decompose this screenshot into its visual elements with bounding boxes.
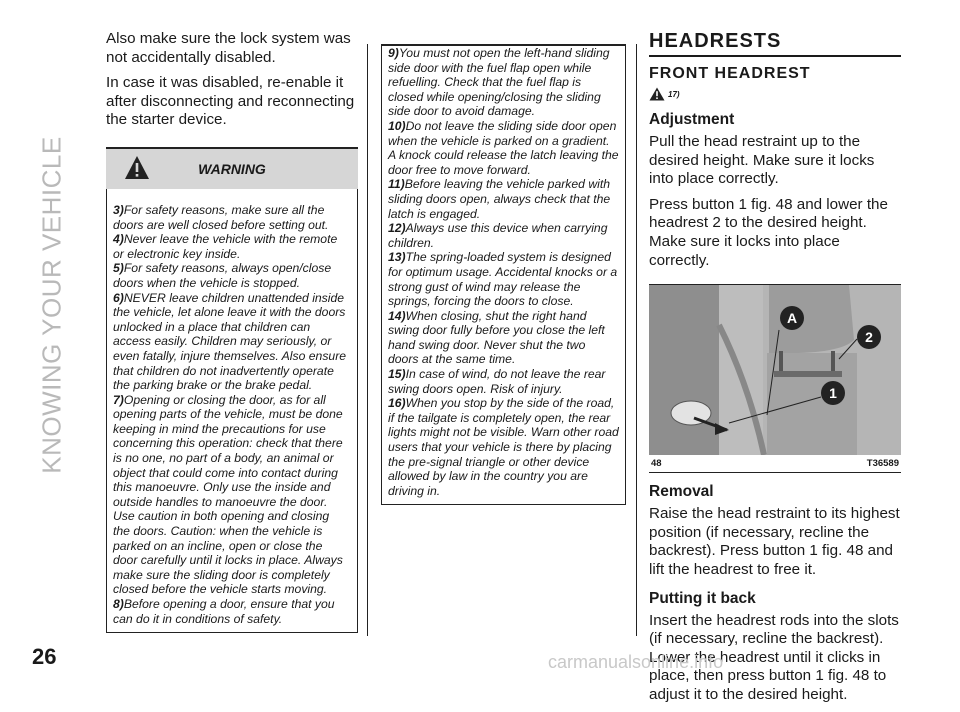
warning-note [113,232,349,261]
column-middle [381,44,626,505]
figure-caption [649,455,901,472]
note-text: Always use this device when carrying children. [388,221,608,250]
note-text: The spring-loaded system is designed for optimum usage. Accidental knocks or a strong gust of wind may release the springs, forcing the doors to close. [388,250,618,309]
removal-paragraph: Raise the head restraint to its highest position (if necessary, recline the backrest). Press button 1 fig. 48 and lift the headrest to free it. [649,505,900,578]
note-text: NEVER leave children unattended inside the vehicle, let alone leave it with the doors unlocked in a place that children can access easily. Children may seriously, or even fatally, injure themselves. Also ensure that children do not inadvertently operate the parking brake or the brake pedal. [113,290,347,393]
note-text: Do not leave the sliding side door open when the vehicle is parked on a gradient. A knock could release the latch leaving the door free to move forward. [388,118,619,177]
note-text: Opening or closing the door, as for all opening parts of the vehicle, must be done keeping in mind the precautions for use concerning this operation: check that there is no one, no part of a body, an animal or object that could come into contact during this manoeuvre. Only use the inside and outside handles to manoeuvre the door. Use caution in both opening and closing the doors. Caution: when the vehicle is parked on an incline, open or close the door carefully until it locks in place. Always make sure the sliding door is completely closed before the vehicle starts moving. [113,392,343,597]
note-number: 15) [388,367,406,382]
warning-note [388,396,619,498]
note-number: 11) [388,177,405,192]
removal-title: Removal [649,483,714,501]
note-number: 13) [388,250,406,265]
warning-note [388,309,619,367]
headrest-drawing [649,285,901,455]
warning-reference [649,87,901,101]
warning-continued-box [381,44,626,505]
chapter-side-tab: KNOWING YOUR VEHICLE [36,136,67,474]
warning-note [113,261,349,290]
page-number: 26 [32,644,57,669]
note-number: 4) [113,232,124,247]
warning-triangle-icon [649,87,665,101]
note-text: When you stop by the side of the road, if the tailgate is completely open, the rear lights might not be visible. Warn other road users that your vehicle is there by placing the pre-signal triangle or other device allowed by law in the country you are driving in. [388,396,619,498]
note-text: For safety reasons, make sure all the doors are well closed before setting out. [113,202,329,232]
warning-note [388,250,619,308]
warning-note [113,203,349,232]
adjustment-title: Adjustment [649,111,735,128]
note-text: In case of wind, do not leave the rear swing doors open. Risk of injury. [388,367,606,396]
putting-back-paragraph: Insert the headrest rods into the slots (if necessary, recline the backrest). Lower the headrest until it clicks in place, then press button 1 fig. 48 to adjust it to the desired height. [649,611,899,703]
note-text: You must not open the left-hand sliding side door with the fuel flap open while refuelling. Check that the fuel flap is closed while opening/closing the sliding side door to avoid damage. [388,46,610,119]
warning-note [113,291,349,393]
figure-callout: 2 [865,329,873,346]
note-number: 14) [388,308,406,323]
note-number: 16) [388,396,406,411]
note-text: For safety reasons, always open/close doors when the vehicle is stopped. [113,261,332,290]
note-text: Before leaving the vehicle parked with sliding doors open, always check that the latch is engaged. [388,177,611,221]
note-number: 6) [113,290,124,305]
warning-notes [107,189,357,632]
note-text: When closing, shut the right hand swing door fully before you close the left hand swing door. Never shut the two doors at the same time. [388,308,605,367]
figure-callout: 1 [829,385,837,402]
reference-number: 17) [668,89,680,99]
note-text: Before opening a door, ensure that you can do it in conditions of safety. [113,597,335,626]
note-number: 3) [113,202,124,217]
warning-note [113,393,349,597]
warning-header [106,149,358,189]
adjustment-paragraph-2: Press button 1 fig. 48 and lower the headrest 2 to the desired height. Make sure it locks into place correctly. [649,195,888,269]
column-right [649,30,901,712]
figure-48 [649,284,901,473]
figure-number: 48 [651,458,662,470]
note-number: 5) [113,261,124,276]
warning-notes-continued [382,46,625,504]
warning-note [388,177,619,221]
note-number: 9) [388,46,399,60]
warning-box [106,147,358,633]
column-left [106,30,358,633]
section-heading: HEADRESTS [649,30,901,57]
lock-system-paragraph: Also make sure the lock system was not accidentally disabled. [106,30,351,66]
note-number: 10) [388,118,406,133]
warning-note [388,221,619,250]
putting-back-title: Putting it back [649,589,756,607]
warning-title: WARNING [198,160,266,177]
watermark: carmanualsonline.info [548,652,724,672]
subsection-heading: FRONT HEADREST [649,65,811,82]
warning-note [113,597,349,626]
column-divider [367,44,368,636]
headrest-illustration [649,285,901,455]
note-text: Never leave the vehicle with the remote or electronic key inside. [113,232,338,261]
note-number: 7) [113,392,124,407]
note-number: 12) [388,221,406,236]
column-divider [636,44,637,636]
warning-note [388,46,619,119]
adjustment-paragraph-1: Pull the head restraint up to the desired height. Make sure it locks into place correctly. [649,133,875,188]
figure-callout: A [786,310,798,327]
note-number: 8) [113,597,124,611]
reenable-paragraph: In case it was disabled, re-enable it after disconnecting and reconnecting the starter device. [106,74,355,129]
warning-note [388,119,619,177]
warning-note [388,367,619,396]
figure-code: T36589 [866,458,899,470]
